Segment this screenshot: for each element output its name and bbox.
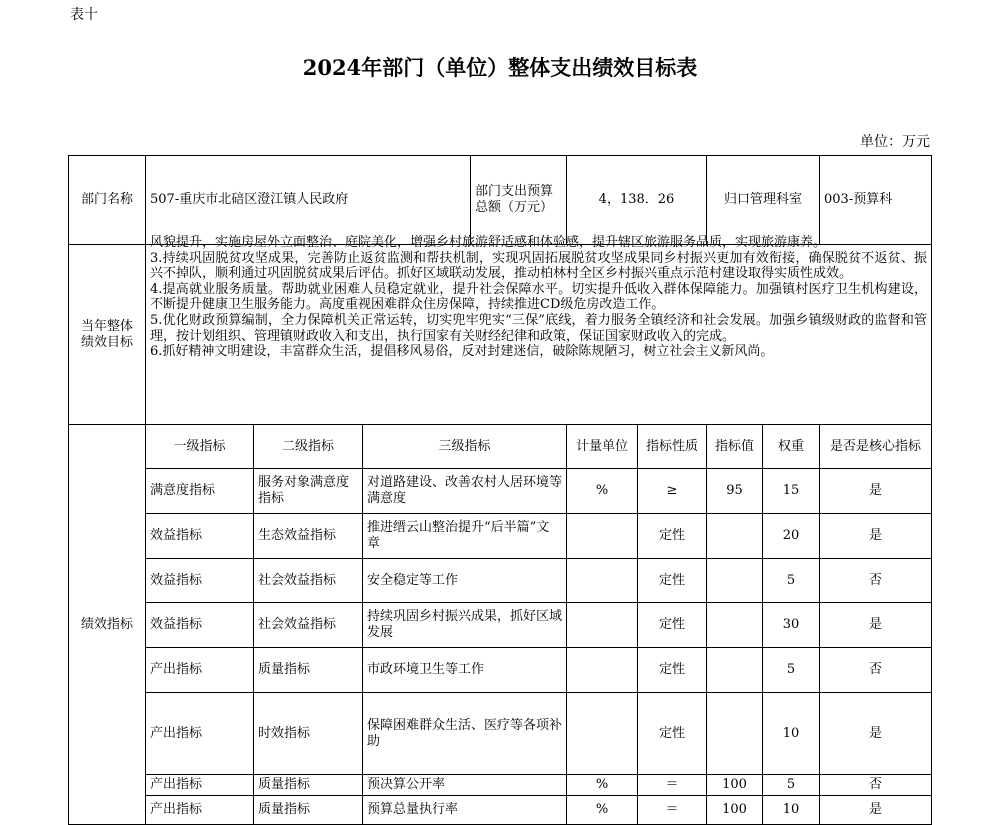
- indicator-core: 是: [819, 602, 932, 648]
- indicator-level2: 社会效益指标: [253, 558, 363, 603]
- indicator-level2: 质量指标: [253, 647, 363, 693]
- indicator-core: 是: [819, 513, 932, 559]
- indicator-nature: 定性: [637, 647, 707, 693]
- page-title: 2024年部门（单位）整体支出绩效目标表: [302, 55, 698, 80]
- indicator-level1: 效益指标: [145, 602, 254, 648]
- indicator-level1: 产出指标: [145, 692, 254, 775]
- indicator-unit: [566, 513, 638, 559]
- indicator-value: 95: [706, 468, 763, 514]
- indicator-level2: 社会效益指标: [253, 602, 363, 648]
- indicator-level1: 产出指标: [145, 795, 254, 825]
- indicator-level3: 预决算公开率: [362, 774, 567, 796]
- indicator-nature: ＝: [637, 795, 707, 825]
- goal-paragraph: 4.提高就业服务质量。帮助就业困难人员稳定就业，提升社会保障水平。切实提升低收入群体保障能力。加强镇村医疗卫生机构建设，不断提升健康卫生服务能力。高度重视困难群众住房保障，持续推进CD级危房改造工作。: [150, 281, 927, 313]
- dept-name-label: 部门名称: [68, 155, 146, 245]
- indicator-level3: 保障困难群众生活、医疗等各项补助: [362, 692, 567, 775]
- indicator-nature: 定性: [637, 558, 707, 603]
- indicator-unit: %: [566, 795, 638, 825]
- indicator-value: [706, 558, 763, 603]
- col-header-core: 是否是核心指标: [819, 424, 932, 469]
- indicator-level1: 效益指标: [145, 513, 254, 559]
- indicator-level3: 推进缙云山整治提升“后半篇”文章: [362, 513, 567, 559]
- budget-value: 4，138．26: [566, 155, 707, 245]
- indicator-core: 是: [819, 468, 932, 514]
- indicator-unit: [566, 647, 638, 693]
- indicator-weight: 20: [762, 513, 820, 559]
- indicator-unit: [566, 692, 638, 775]
- col-header-weight: 权重: [762, 424, 820, 469]
- indicator-nature: ≥: [637, 468, 707, 514]
- indicator-level3: 预算总量执行率: [362, 795, 567, 825]
- indicator-nature: ＝: [637, 774, 707, 796]
- goal-paragraph: 3.持续巩固脱贫攻坚成果，完善防止返贫监测和帮扶机制，实现巩固拓展脱贫攻坚成果同乡村振兴更加有效衔接，确保脱贫不返贫、振兴不掉队，顺利通过巩固脱贫成果后评估。抓好区域联动发展，推动柏林村全区乡村振兴重点示范村建设取得实质性成效。: [150, 250, 927, 282]
- indicator-level3: 安全稳定等工作: [362, 558, 567, 603]
- col-header-value: 指标值: [706, 424, 763, 469]
- goal-paragraph: 5.优化财政预算编制，全力保障机关正常运转，切实兜牢兜实“三保”底线，着力服务全镇经济和社会发展。加强乡镇级财政的监督和管理，按计划组织、管理镇财政收入和支出，执行国家有关财经纪律和政策，保证国家财政收入的完成。: [150, 312, 927, 344]
- budget-label: 部门支出预算总额（万元）: [470, 155, 567, 245]
- indicator-level1: 满意度指标: [145, 468, 254, 514]
- col-header-l3: 三级指标: [362, 424, 567, 469]
- indicator-nature: 定性: [637, 602, 707, 648]
- indicator-weight: 15: [762, 468, 820, 514]
- indicator-value: [706, 647, 763, 693]
- indicator-weight: 5: [762, 774, 820, 796]
- indicator-weight: 30: [762, 602, 820, 648]
- indicator-level3: 对道路建设、改善农村人居环境等满意度: [362, 468, 567, 514]
- indicator-unit: %: [566, 774, 638, 796]
- indicator-core: 否: [819, 774, 932, 796]
- indicator-level3: 市政环境卫生等工作: [362, 647, 567, 693]
- indicator-value: [706, 602, 763, 648]
- indicator-core: 否: [819, 558, 932, 603]
- col-header-unit: 计量单位: [566, 424, 638, 469]
- goals-content: [145, 235, 932, 425]
- indicator-weight: 5: [762, 558, 820, 603]
- indicator-level1: 效益指标: [145, 558, 254, 603]
- indicator-weight: 10: [762, 795, 820, 825]
- indicator-nature: 定性: [637, 692, 707, 775]
- indicator-value: [706, 513, 763, 559]
- mgmt-dept-value: 003-预算科: [819, 155, 932, 245]
- col-header-nature: 指标性质: [637, 424, 707, 469]
- indicator-level2: 质量指标: [253, 774, 363, 796]
- unit-label: 单位：万元: [860, 134, 930, 150]
- col-header-l1: 一级指标: [145, 424, 254, 469]
- goal-paragraph: 风貌提升，实施房屋外立面整治、庭院美化，增强乡村旅游舒适感和体验感，提升辖区旅游服务品质，实现旅游康养。: [150, 235, 827, 250]
- indicator-core: 否: [819, 647, 932, 693]
- indicator-level2: 生态效益指标: [253, 513, 363, 559]
- indicator-weight: 10: [762, 692, 820, 775]
- indicator-value: 100: [706, 774, 763, 796]
- dept-name-value: 507-重庆市北碚区澄江镇人民政府: [145, 155, 471, 245]
- indicator-level1: 产出指标: [145, 774, 254, 796]
- indicator-value: [706, 692, 763, 775]
- indicator-value: 100: [706, 795, 763, 825]
- mgmt-dept-label: 归口管理科室: [706, 155, 820, 245]
- indicator-level2: 服务对象满意度指标: [253, 468, 363, 514]
- indicator-level3: 持续巩固乡村振兴成果，抓好区域发展: [362, 602, 567, 648]
- indicator-nature: 定性: [637, 513, 707, 559]
- indicator-core: 是: [819, 795, 932, 825]
- indicator-weight: 5: [762, 647, 820, 693]
- goals-label: 当年整体绩效目标: [68, 244, 146, 425]
- indicators-label: 绩效指标: [68, 424, 146, 825]
- indicator-unit: [566, 558, 638, 603]
- indicator-core: 是: [819, 692, 932, 775]
- indicator-level1: 产出指标: [145, 647, 254, 693]
- table-number: 表十: [70, 7, 98, 23]
- col-header-l2: 二级指标: [253, 424, 363, 469]
- indicator-unit: %: [566, 468, 638, 514]
- indicator-unit: [566, 602, 638, 648]
- goal-paragraph: 6.抓好精神文明建设，丰富群众生活，提倡移风易俗，反对封建迷信，破除陈规陋习，树立社会主义新风尚。: [150, 344, 774, 360]
- indicator-level2: 质量指标: [253, 795, 363, 825]
- indicator-level2: 时效指标: [253, 692, 363, 775]
